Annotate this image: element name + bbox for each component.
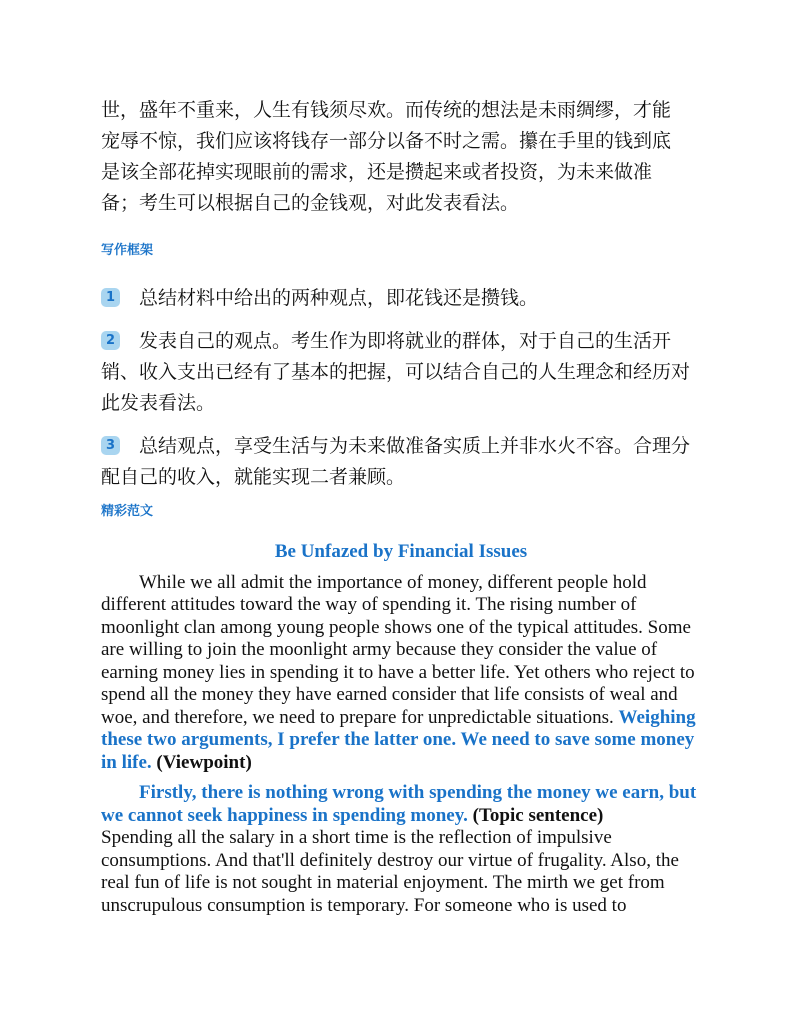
annotation-tag: (Viewpoint) bbox=[151, 751, 252, 773]
intro-line: 世，盛年不重来，人生有钱须尽欢。而传统的想法是未雨绸缪，才能 bbox=[101, 99, 672, 121]
intro-line: 备；考生可以根据自己的金钱观，对此发表看法。 bbox=[101, 192, 520, 214]
essay-title: Be Unfazed by Financial Issues bbox=[274, 541, 528, 562]
highlight-sentence: Weighing these two arguments, I prefer the latter one. We need to save some money in life. bbox=[101, 706, 696, 773]
intro-paragraph bbox=[101, 95, 701, 219]
framework-item: 2 发表自己的观点。考生作为即将就业的群体，对于自己的生活开销、收入支出已经有了基本的把握，可以结合自己的人生理念和经历对此发表看法。 bbox=[101, 330, 691, 414]
annotation-tag: (Topic sentence) bbox=[467, 804, 604, 826]
framework-heading: 写作框架 bbox=[101, 243, 154, 258]
sample-heading: 精彩范文 bbox=[101, 504, 154, 519]
framework-item-text: 总结观点，享受生活与为未来做准备实质上并非水火不容。合理分配自己的收入，就能实现二者兼顾。 bbox=[101, 435, 691, 488]
sample-essay bbox=[101, 541, 701, 925]
framework-item: 1 总结材料中给出的两种观点，即花钱还是攒钱。 bbox=[101, 283, 701, 314]
framework-list bbox=[101, 283, 701, 505]
paragraph-text: While we all admit the importance of money, different people hold different attitudes toward the way of spending it. The rising number of moonlight clan among young people shows one of the typical attitudes. Some are willing to join the moonlight army because they consider the value of earning money lies in spending it to have a better life. Yet others who reject to spend all the money they have earned consider that life consists of weal and woe, and therefore, we need to prepare for unpredictable situations. bbox=[101, 571, 695, 728]
highlight-sentence: Firstly, there is nothing wrong with spending the money we earn, but we cannot seek happiness in spending money. bbox=[101, 782, 697, 826]
framework-item: 3 总结观点，享受生活与为未来做准备实质上并非水火不容。合理分配自己的收入，就能实现二者兼顾。 bbox=[101, 435, 691, 488]
framework-item-text: 总结材料中给出的两种观点，即花钱还是攒钱。 bbox=[139, 287, 539, 309]
framework-item-text: 发表自己的观点。考生作为即将就业的群体，对于自己的生活开销、收入支出已经有了基本的把握，可以结合自己的人生理念和经历对此发表看法。 bbox=[101, 330, 691, 414]
essay-paragraph-2 bbox=[101, 782, 701, 917]
intro-line: 是该全部花掉实现眼前的需求，还是攒起来或者投资，为未来做准 bbox=[101, 161, 653, 183]
intro-line: 宠辱不惊，我们应该将钱存一部分以备不时之需。攥在手里的钱到底 bbox=[101, 130, 672, 152]
paragraph-text: Spending all the salary in a short time is the reflection of impulsive consumptions. And that'll definitely destroy our virtue of frugality. Also, the real fun of life is not sought in material enjoyment. The mirth we get from unscrupulous consumption is temporary. For someone who is used to bbox=[101, 827, 679, 916]
essay-paragraph-1 bbox=[101, 572, 701, 775]
